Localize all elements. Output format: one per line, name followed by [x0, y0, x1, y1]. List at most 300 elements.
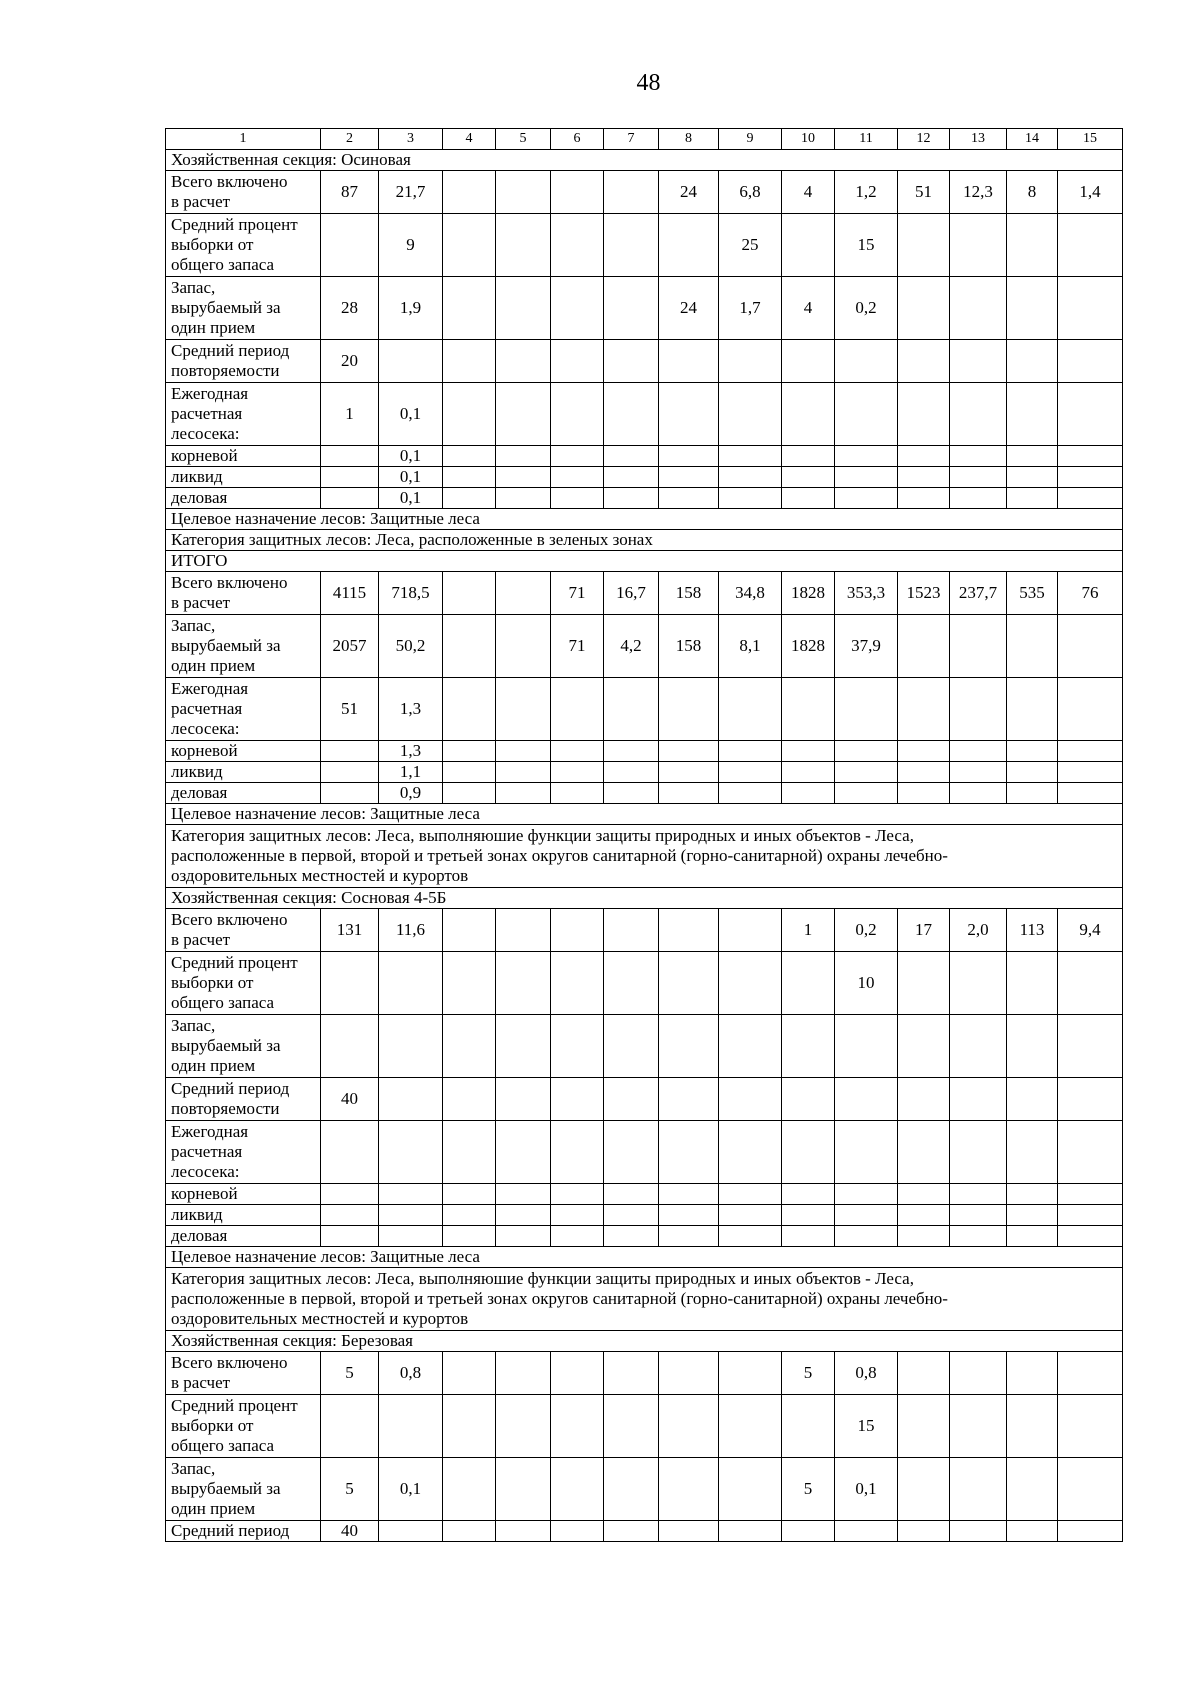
table-cell — [604, 467, 659, 488]
row-label — [166, 909, 321, 952]
table-cell — [950, 383, 1007, 446]
table-cell — [719, 1184, 782, 1205]
table-cell — [379, 1184, 443, 1205]
row-label-line: деловая — [171, 783, 228, 802]
table-cell: 12,3 — [950, 171, 1007, 214]
table-cell — [443, 678, 496, 741]
table-cell — [1058, 678, 1123, 741]
table-cell — [782, 741, 835, 762]
table-cell — [443, 214, 496, 277]
table-cell — [443, 277, 496, 340]
table-cell — [1058, 1184, 1123, 1205]
table-cell: 0,9 — [379, 783, 443, 804]
row-label-line: один прием — [171, 1499, 256, 1518]
table-cell — [379, 1205, 443, 1226]
table-cell — [782, 383, 835, 446]
column-number-cell: 3 — [379, 129, 443, 150]
table-cell — [898, 1352, 950, 1395]
table-cell — [379, 1121, 443, 1184]
table-cell — [1007, 1184, 1058, 1205]
table-cell — [719, 1121, 782, 1184]
table-cell — [496, 741, 551, 762]
table-cell — [443, 1078, 496, 1121]
table-cell — [782, 1078, 835, 1121]
table-cell — [835, 383, 898, 446]
table-cell: 8 — [1007, 171, 1058, 214]
table-cell — [659, 952, 719, 1015]
row-label-line: повторяемости — [171, 1099, 280, 1118]
table-cell — [1058, 446, 1123, 467]
table-cell — [782, 1015, 835, 1078]
table-row — [166, 488, 1123, 509]
table-cell — [551, 1352, 604, 1395]
table-cell — [950, 615, 1007, 678]
section-heading-line: Целевое назначение лесов: Защитные леса — [171, 1247, 480, 1266]
row-label-line: один прием — [171, 1056, 256, 1075]
row-label-line: Запас, — [171, 1459, 216, 1478]
table-row — [166, 171, 1123, 214]
section-heading — [166, 825, 1123, 888]
table-cell: 76 — [1058, 572, 1123, 615]
table-cell — [835, 741, 898, 762]
table-cell: 71 — [551, 572, 604, 615]
table-cell — [835, 1205, 898, 1226]
table-cell — [551, 909, 604, 952]
section-heading-row — [166, 1331, 1123, 1352]
row-label-line: общего запаса — [171, 1436, 275, 1455]
table-cell: 24 — [659, 277, 719, 340]
table-cell — [1058, 1205, 1123, 1226]
row-label-line: лесосека: — [171, 1162, 240, 1181]
table-cell: 1828 — [782, 615, 835, 678]
table-cell — [496, 1395, 551, 1458]
table-cell: 5 — [321, 1352, 379, 1395]
table-cell — [782, 1395, 835, 1458]
table-cell — [950, 741, 1007, 762]
column-number-cell: 14 — [1007, 129, 1058, 150]
table-cell — [782, 446, 835, 467]
table-cell — [604, 909, 659, 952]
table-cell — [321, 1205, 379, 1226]
table-cell — [898, 446, 950, 467]
table-cell — [659, 1521, 719, 1542]
table-cell — [551, 1521, 604, 1542]
table-cell — [719, 1226, 782, 1247]
row-label-line: Ежегодная — [171, 1122, 249, 1141]
table-cell — [950, 1121, 1007, 1184]
table-cell — [604, 1226, 659, 1247]
section-heading-line: Категория защитных лесов: Леса, выполняюшие функции защиты природных и иных объектов - Леса, — [171, 826, 914, 845]
table-cell: 1,3 — [379, 678, 443, 741]
table-cell — [835, 783, 898, 804]
row-label — [166, 1205, 321, 1226]
table-cell — [1058, 1458, 1123, 1521]
table-cell — [496, 340, 551, 383]
table-cell: 9,4 — [1058, 909, 1123, 952]
row-label — [166, 952, 321, 1015]
row-label — [166, 1226, 321, 1247]
table-cell — [1058, 277, 1123, 340]
table-cell — [551, 171, 604, 214]
table-cell — [551, 277, 604, 340]
table-cell — [719, 383, 782, 446]
table-cell — [551, 952, 604, 1015]
table-cell: 10 — [835, 952, 898, 1015]
table-cell — [321, 1015, 379, 1078]
table-cell: 20 — [321, 340, 379, 383]
section-heading-row — [166, 888, 1123, 909]
table-cell — [379, 1226, 443, 1247]
table-cell — [719, 762, 782, 783]
table-cell — [443, 1458, 496, 1521]
table-cell — [1007, 277, 1058, 340]
table-cell: 1,4 — [1058, 171, 1123, 214]
table-cell — [551, 1121, 604, 1184]
table-cell — [604, 1521, 659, 1542]
table-cell — [719, 446, 782, 467]
section-heading-line: Целевое назначение лесов: Защитные леса — [171, 804, 480, 823]
table-cell — [443, 1352, 496, 1395]
table-row — [166, 741, 1123, 762]
table-cell — [443, 446, 496, 467]
table-cell: 1,7 — [719, 277, 782, 340]
table-cell — [443, 1226, 496, 1247]
table-cell — [604, 1121, 659, 1184]
row-label — [166, 741, 321, 762]
table-cell — [443, 909, 496, 952]
table-cell — [782, 952, 835, 1015]
table-cell — [496, 1352, 551, 1395]
table-cell — [604, 171, 659, 214]
section-heading-line: Хозяйственная секция: Березовая — [171, 1331, 413, 1350]
table-cell — [659, 1121, 719, 1184]
table-cell — [898, 277, 950, 340]
table-cell — [782, 488, 835, 509]
table-cell: 37,9 — [835, 615, 898, 678]
table-cell — [898, 467, 950, 488]
table-row — [166, 952, 1123, 1015]
section-heading-line: Категория защитных лесов: Леса, расположенные в зеленых зонах — [171, 530, 653, 549]
row-label — [166, 488, 321, 509]
table-cell — [898, 1395, 950, 1458]
table-cell: 17 — [898, 909, 950, 952]
table-cell — [604, 1458, 659, 1521]
table-cell — [898, 678, 950, 741]
row-label-line: лесосека: — [171, 719, 240, 738]
table-cell — [1007, 1226, 1058, 1247]
table-cell — [443, 741, 496, 762]
table-cell — [379, 1395, 443, 1458]
table-cell — [496, 1121, 551, 1184]
table-cell — [379, 340, 443, 383]
table-cell — [496, 678, 551, 741]
table-cell — [496, 214, 551, 277]
table-cell — [443, 383, 496, 446]
table-cell: 25 — [719, 214, 782, 277]
row-label-line: Всего включено — [171, 1353, 288, 1372]
row-label — [166, 340, 321, 383]
table-cell — [604, 678, 659, 741]
table-cell — [1007, 615, 1058, 678]
table-row — [166, 1352, 1123, 1395]
table-cell — [551, 1015, 604, 1078]
table-cell — [898, 783, 950, 804]
table-cell — [443, 1205, 496, 1226]
table-cell — [950, 783, 1007, 804]
section-heading — [166, 888, 1123, 909]
table-cell — [782, 340, 835, 383]
column-number-header-row — [166, 129, 1123, 150]
table-cell — [379, 952, 443, 1015]
section-heading-row — [166, 551, 1123, 572]
table-cell — [1058, 1015, 1123, 1078]
table-cell — [782, 783, 835, 804]
row-label — [166, 762, 321, 783]
table-cell: 50,2 — [379, 615, 443, 678]
table-cell — [719, 467, 782, 488]
table-cell: 353,3 — [835, 572, 898, 615]
table-cell — [496, 171, 551, 214]
section-heading-line: расположенные в первой, второй и третьей зонах округов санитарной (горно-санитарной) охраны лечебно- — [171, 846, 948, 865]
row-label-line: Средний период — [171, 1079, 290, 1098]
table-cell: 0,1 — [379, 446, 443, 467]
table-cell — [1058, 615, 1123, 678]
table-row — [166, 277, 1123, 340]
table-cell — [782, 1521, 835, 1542]
table-cell — [659, 783, 719, 804]
table-cell — [443, 1521, 496, 1542]
table-cell — [321, 446, 379, 467]
row-label-line: Всего включено — [171, 573, 288, 592]
row-label-line: Ежегодная — [171, 384, 249, 403]
row-label-line: повторяемости — [171, 361, 280, 380]
row-label — [166, 1521, 321, 1542]
table-cell — [551, 741, 604, 762]
table-cell — [1058, 1352, 1123, 1395]
row-label — [166, 383, 321, 446]
table-row — [166, 1395, 1123, 1458]
table-cell: 113 — [1007, 909, 1058, 952]
column-number-cell: 11 — [835, 129, 898, 150]
table-cell — [443, 467, 496, 488]
table-cell — [835, 1078, 898, 1121]
table-cell — [551, 488, 604, 509]
table-cell — [950, 340, 1007, 383]
table-cell: 40 — [321, 1521, 379, 1542]
row-label-line: корневой — [171, 741, 238, 760]
table-cell — [321, 214, 379, 277]
table-cell: 9 — [379, 214, 443, 277]
table-cell — [782, 678, 835, 741]
table-cell — [551, 1458, 604, 1521]
column-number-cell: 9 — [719, 129, 782, 150]
table-cell — [898, 741, 950, 762]
table-cell — [551, 383, 604, 446]
table-cell — [719, 1205, 782, 1226]
row-label-line: Средний процент — [171, 953, 298, 972]
table-cell — [604, 488, 659, 509]
row-label — [166, 446, 321, 467]
table-cell — [782, 1121, 835, 1184]
table-cell — [719, 952, 782, 1015]
table-cell: 535 — [1007, 572, 1058, 615]
table-cell — [835, 446, 898, 467]
table-cell — [496, 1458, 551, 1521]
table-cell: 158 — [659, 615, 719, 678]
row-label — [166, 171, 321, 214]
table-cell — [379, 1521, 443, 1542]
section-heading-row — [166, 1247, 1123, 1268]
table-cell: 0,1 — [379, 488, 443, 509]
table-cell — [321, 488, 379, 509]
table-cell — [551, 1078, 604, 1121]
row-label-line: общего запаса — [171, 993, 275, 1012]
table-cell: 51 — [321, 678, 379, 741]
column-number-cell: 8 — [659, 129, 719, 150]
table-cell — [1007, 340, 1058, 383]
table-cell — [443, 615, 496, 678]
section-heading — [166, 551, 1123, 572]
row-label-line: Запас, — [171, 278, 216, 297]
table-cell — [898, 214, 950, 277]
column-number-cell: 7 — [604, 129, 659, 150]
row-label-line: Средний процент — [171, 1396, 298, 1415]
table-row — [166, 1184, 1123, 1205]
row-label-line: в расчет — [171, 192, 231, 211]
table-cell — [835, 1121, 898, 1184]
table-cell: 71 — [551, 615, 604, 678]
table-cell — [1058, 783, 1123, 804]
row-label-line: расчетная — [171, 699, 243, 718]
table-cell — [496, 572, 551, 615]
row-label-line: ликвид — [171, 762, 223, 781]
row-label-line: Ежегодная — [171, 679, 249, 698]
table-row — [166, 762, 1123, 783]
table-cell — [321, 1121, 379, 1184]
table-cell — [950, 1458, 1007, 1521]
table-cell — [443, 1121, 496, 1184]
table-cell — [443, 171, 496, 214]
table-cell — [1007, 1121, 1058, 1184]
table-cell — [496, 277, 551, 340]
page-number: 48 — [636, 70, 661, 96]
table-cell — [379, 1078, 443, 1121]
table-cell — [719, 340, 782, 383]
table-cell — [604, 1015, 659, 1078]
row-label — [166, 1352, 321, 1395]
table-cell — [950, 488, 1007, 509]
table-cell: 0,8 — [379, 1352, 443, 1395]
table-row — [166, 1226, 1123, 1247]
row-label-line: в расчет — [171, 930, 231, 949]
table-cell — [551, 446, 604, 467]
table-cell — [950, 1078, 1007, 1121]
table-cell — [443, 1395, 496, 1458]
table-cell — [1058, 1226, 1123, 1247]
table-cell — [659, 1184, 719, 1205]
table-cell: 21,7 — [379, 171, 443, 214]
table-cell — [496, 1521, 551, 1542]
table-cell — [379, 1015, 443, 1078]
row-label — [166, 214, 321, 277]
table-cell — [604, 446, 659, 467]
table-cell — [950, 1352, 1007, 1395]
table-cell — [443, 488, 496, 509]
table-cell — [1007, 214, 1058, 277]
table-cell — [496, 446, 551, 467]
section-heading-line: Категория защитных лесов: Леса, выполняюшие функции защиты природных и иных объектов - Леса, — [171, 1269, 914, 1288]
row-label-line: Всего включено — [171, 172, 288, 191]
section-heading-line: Целевое назначение лесов: Защитные леса — [171, 509, 480, 528]
section-heading — [166, 1247, 1123, 1268]
row-label-line: корневой — [171, 1184, 238, 1203]
table-cell: 237,7 — [950, 572, 1007, 615]
table-cell: 34,8 — [719, 572, 782, 615]
table-cell — [950, 277, 1007, 340]
table-cell — [835, 488, 898, 509]
table-cell — [1058, 467, 1123, 488]
table-cell — [1007, 678, 1058, 741]
row-label-line: выборки от — [171, 973, 254, 992]
table-cell — [551, 214, 604, 277]
table-cell — [1007, 952, 1058, 1015]
table-cell — [898, 1226, 950, 1247]
table-cell — [719, 783, 782, 804]
table-cell: 131 — [321, 909, 379, 952]
table-row — [166, 1205, 1123, 1226]
section-heading — [166, 1268, 1123, 1331]
table-cell — [659, 214, 719, 277]
table-cell — [321, 1184, 379, 1205]
row-label-line: Средний период — [171, 341, 290, 360]
table-cell — [1058, 383, 1123, 446]
table-cell — [551, 467, 604, 488]
section-heading — [166, 509, 1123, 530]
table-cell — [1058, 1521, 1123, 1542]
table-cell — [551, 1395, 604, 1458]
table-cell: 51 — [898, 171, 950, 214]
section-heading — [166, 1331, 1123, 1352]
table-cell — [604, 1184, 659, 1205]
row-label — [166, 1184, 321, 1205]
column-number-cell: 10 — [782, 129, 835, 150]
table-cell — [551, 1184, 604, 1205]
row-label-line: вырубаемый за — [171, 1036, 281, 1055]
table-cell — [950, 678, 1007, 741]
column-number-cell: 5 — [496, 129, 551, 150]
table-cell — [659, 678, 719, 741]
row-label — [166, 1395, 321, 1458]
table-cell — [782, 1184, 835, 1205]
row-label-line: Средний процент — [171, 215, 298, 234]
table-cell: 24 — [659, 171, 719, 214]
table-cell — [443, 1015, 496, 1078]
table-cell — [659, 446, 719, 467]
table-cell — [496, 909, 551, 952]
table-cell — [496, 1184, 551, 1205]
column-number-cell: 13 — [950, 129, 1007, 150]
table-cell: 4 — [782, 277, 835, 340]
table-cell — [659, 1015, 719, 1078]
table-cell — [719, 909, 782, 952]
table-cell — [1007, 467, 1058, 488]
table-cell — [835, 678, 898, 741]
column-number-cell: 1 — [166, 129, 321, 150]
table-cell — [321, 467, 379, 488]
row-label-line: Средний период — [171, 1521, 290, 1540]
table-cell — [1058, 340, 1123, 383]
table-cell — [604, 762, 659, 783]
